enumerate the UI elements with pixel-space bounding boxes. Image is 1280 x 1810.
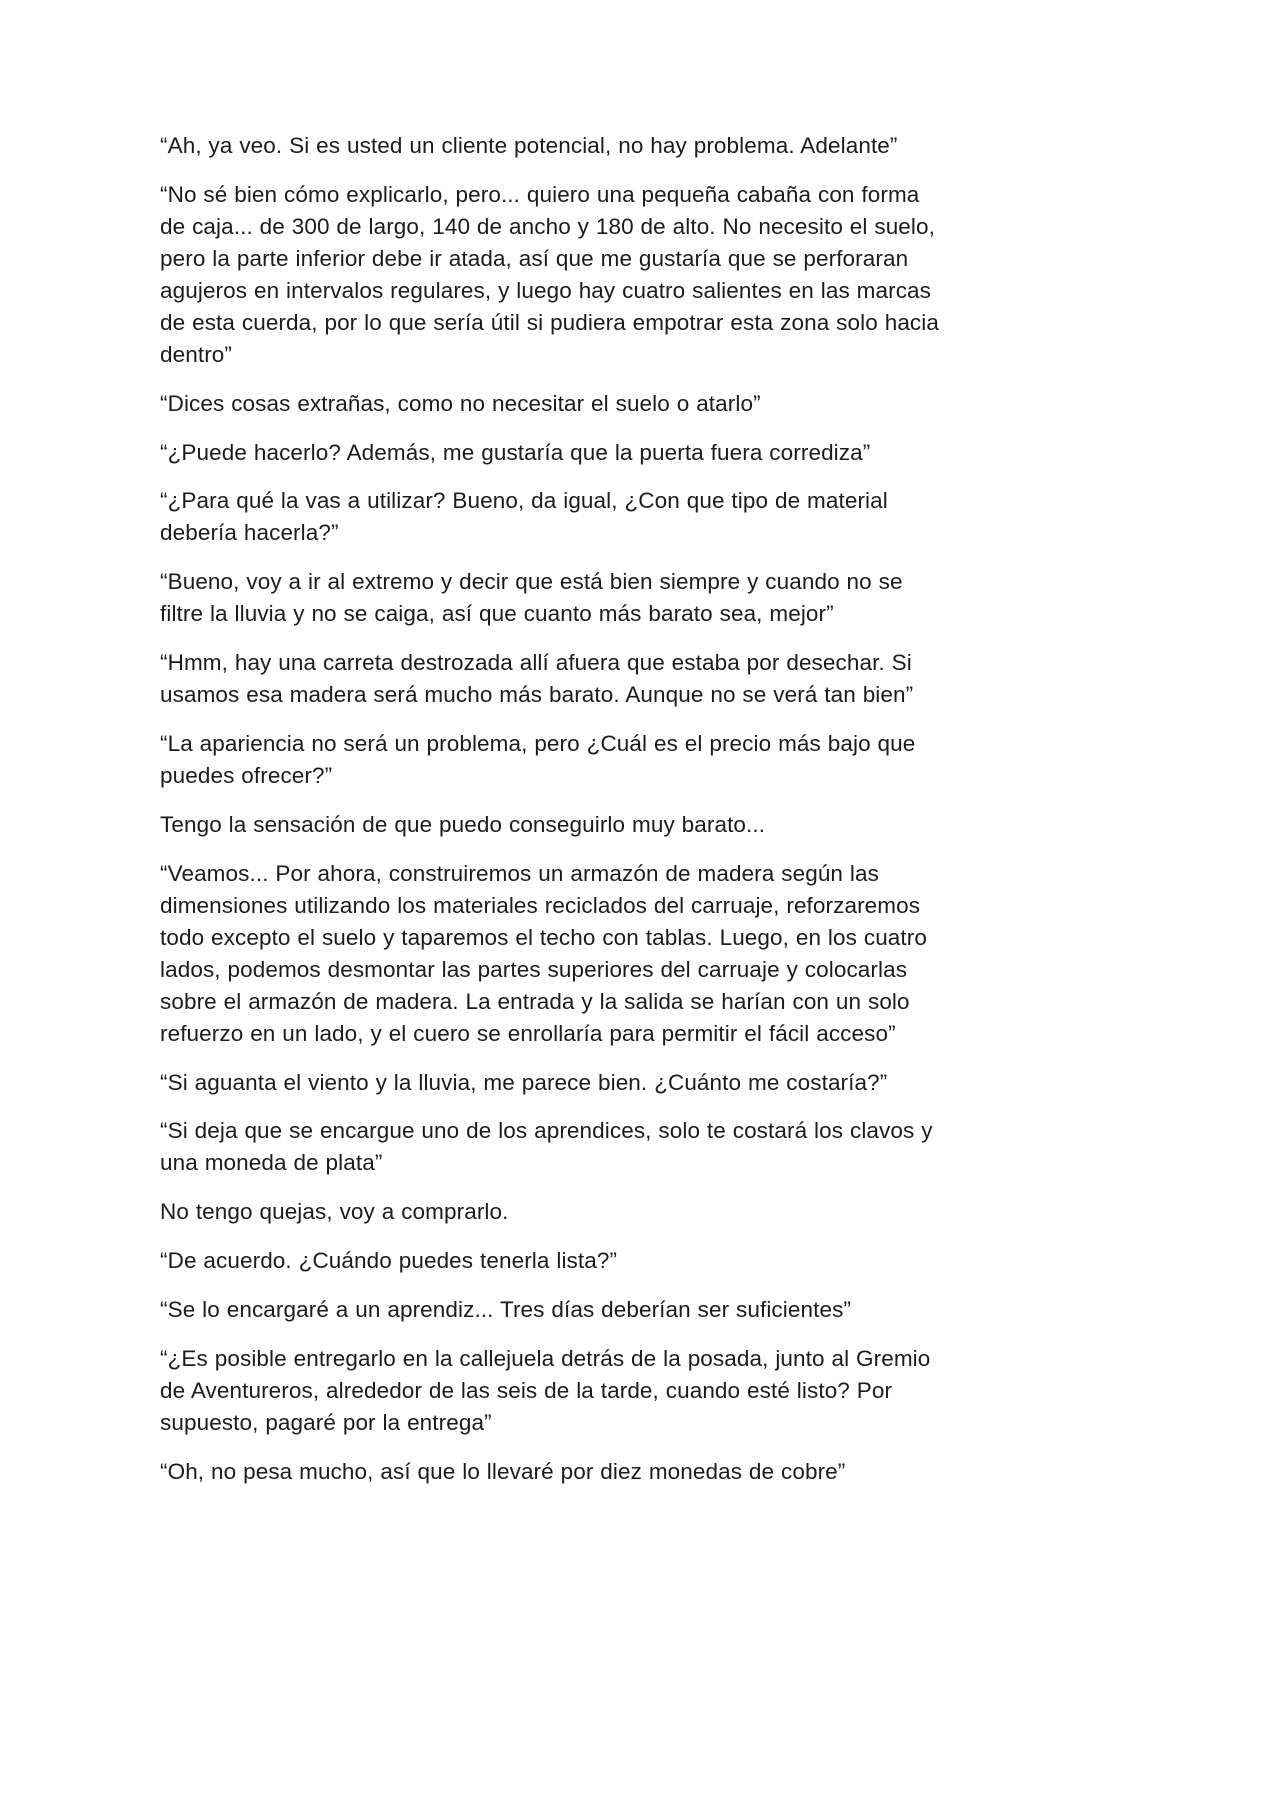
paragraph: “De acuerdo. ¿Cuándo puedes tenerla lista?” [160,1248,618,1274]
paragraph: No tengo quejas, voy a comprarlo. [160,1199,509,1225]
paragraph: “¿Para qué la vas a utilizar? Bueno, da igual, ¿Con que tipo de material debería hacerla?” [160,488,888,546]
paragraph: “Si deja que se encargue uno de los aprendices, solo te costará los clavos y una moneda de plata” [160,1118,933,1176]
paragraph: “Si aguanta el viento y la lluvia, me parece bien. ¿Cuánto me costaría?” [160,1069,888,1095]
paragraph: “Oh, no pesa mucho, así que lo llevaré por diez monedas de cobre” [160,1458,846,1484]
paragraph: Tengo la sensación de que puedo conseguirlo muy barato... [160,811,766,837]
paragraph: “¿Puede hacerlo? Además, me gustaría que la puerta fuera corrediza” [160,439,871,465]
paragraph: “Bueno, voy a ir al extremo y decir que está bien siempre y cuando no se filtre la lluvia y no se caiga, así que cuanto más barato sea, mejor” [160,569,903,627]
document-text-content [160,130,950,1488]
paragraph: “¿Es posible entregarlo en la callejuela detrás de la posada, junto al Gremio de Aventureros, alrededor de las seis de la tarde, cuando esté listo? Por supuesto, pagaré por la entrega” [160,1346,931,1435]
paragraph: “Dices cosas extrañas, como no necesitar el suelo o atarlo” [160,390,761,416]
paragraph: “Se lo encargaré a un aprendiz... Tres días deberían ser suficientes” [160,1297,852,1323]
paragraph: “Hmm, hay una carreta destrozada allí afuera que estaba por desechar. Si usamos esa madera será mucho más barato. Aunque no se verá tan bien” [160,650,914,708]
paragraph: “Veamos... Por ahora, construiremos un armazón de madera según las dimensiones utilizando los materiales reciclados del carruaje, reforzaremos todo excepto el suelo y taparemos el techo con tablas. Luego, en los cuatro lados, podemos desmontar las partes superiores del carruaje y colocarlas sobre el armazón de madera. La entrada y la salida se harían con un solo refuerzo en un lado, y el cuero se enrollaría para permitir el fácil acceso” [160,860,927,1046]
paragraph: “La apariencia no será un problema, pero ¿Cuál es el precio más bajo que puedes ofrecer?” [160,731,916,788]
paragraph: “Ah, ya veo. Si es usted un cliente potencial, no hay problema. Adelante” [160,133,898,158]
paragraph: “No sé bien cómo explicarlo, pero... quiero una pequeña cabaña con forma de caja... de 300 de largo, 140 de ancho y 180 de alto. No necesito el suelo, pero la parte inferior debe ir atada, así que me gustaría que se perforaran agujeros en intervalos regulares, y luego hay cuatro salientes en las marcas de esta cuerda, por lo que sería útil si pudiera empotrar esta zona solo hacia dentro” [160,181,939,367]
